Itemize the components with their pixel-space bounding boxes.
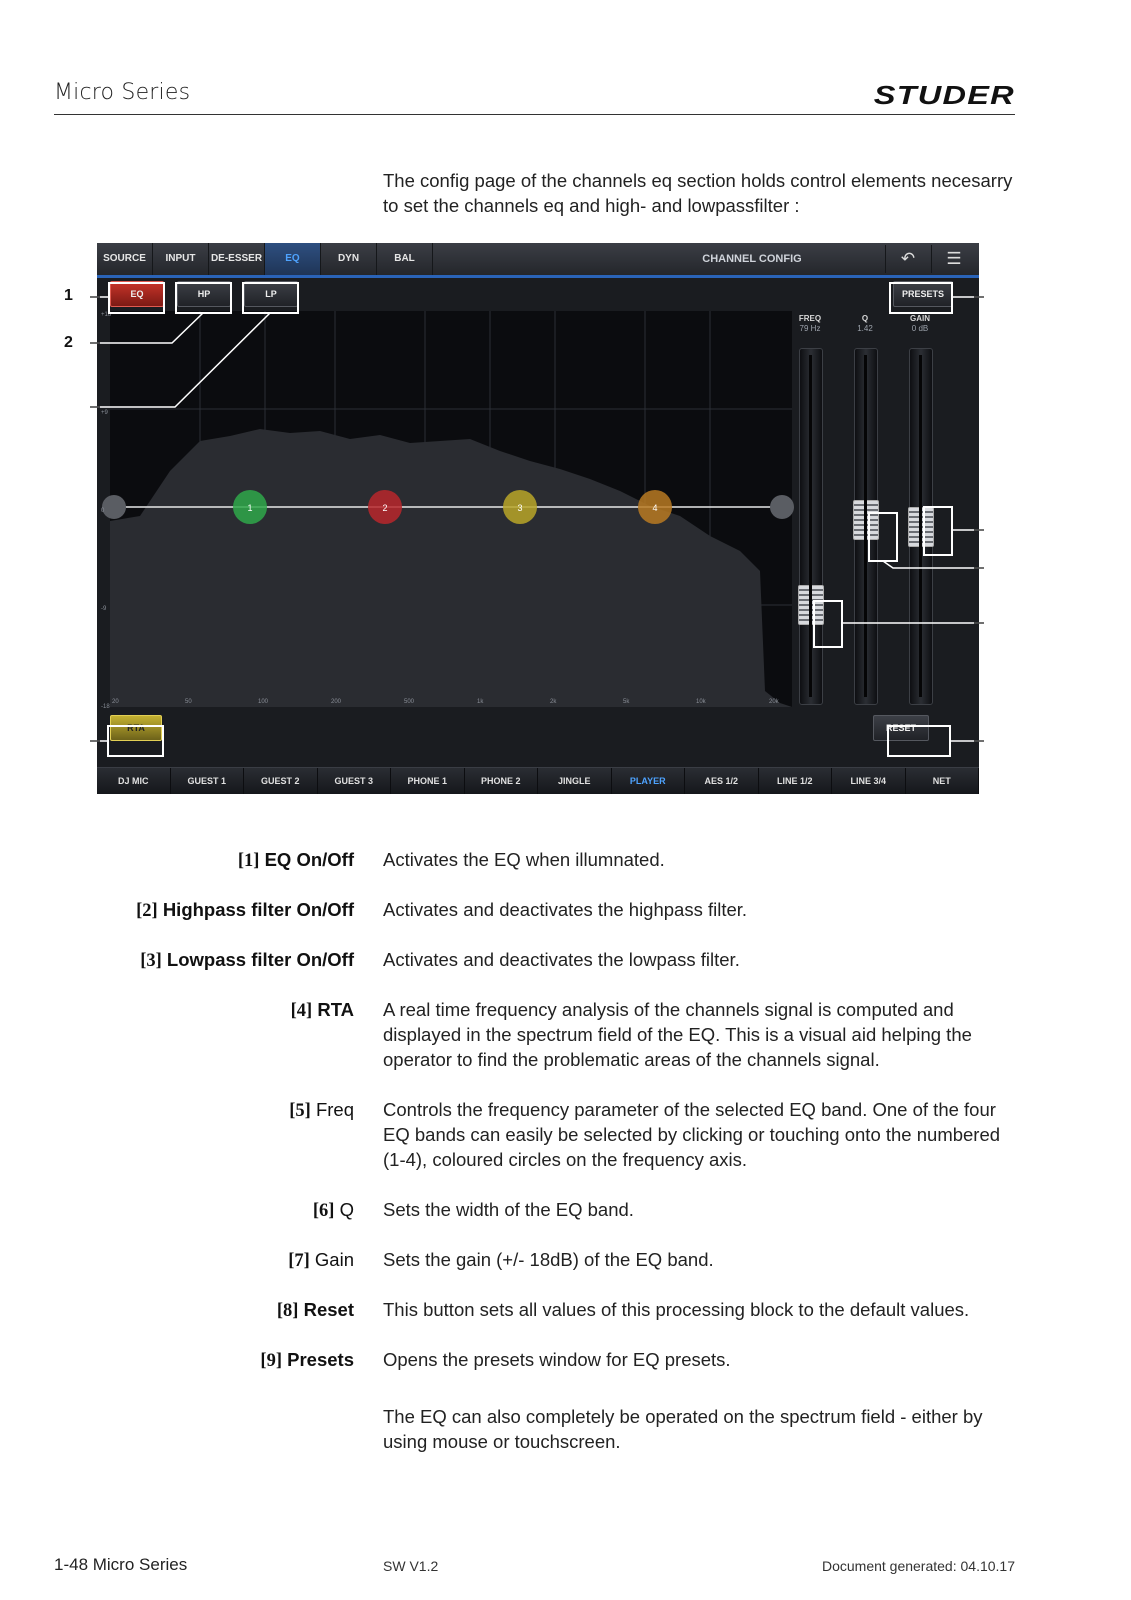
eq-band-label: 4	[652, 503, 658, 513]
studer-logo: STUDER	[873, 80, 1015, 110]
item-number: [8]	[276, 1301, 299, 1321]
channel-button[interactable]: NET	[906, 768, 980, 794]
item-label	[54, 1197, 354, 1224]
item-number: [9]	[260, 1351, 282, 1371]
item-description: Activates the EQ when illumnated.	[383, 849, 665, 870]
intro-paragraph: The config page of the channels eq section holds control elements necesarry to set the channels eq and high- and lowpassfilter :	[383, 170, 1013, 216]
rta-button[interactable]: RTA	[110, 715, 162, 741]
item-description: Controls the frequency parameter of the selected EQ band. One of the four EQ bands can easily be selected by clicking or touching onto the numbered (1-4), coloured circles on the frequency axis.	[383, 1099, 1001, 1170]
item-label	[54, 1347, 354, 1374]
item-number: [6]	[312, 1201, 335, 1221]
item-number: [1]	[237, 851, 260, 871]
item-description: Sets the width of the EQ band.	[383, 1199, 634, 1220]
tab-source[interactable]: SOURCE	[97, 243, 153, 275]
item-name: Freq	[315, 1099, 354, 1120]
item-number: [3]	[140, 951, 162, 971]
gain-knob[interactable]	[908, 507, 934, 547]
q-slider[interactable]	[854, 348, 878, 705]
channel-button[interactable]: GUEST 1	[171, 768, 245, 794]
eq-on-off-button[interactable]: EQ	[110, 281, 164, 307]
channel-button[interactable]: PHONE 1	[391, 768, 465, 794]
footer-page: 1-48 Micro Series	[54, 1555, 188, 1574]
header-rule	[54, 114, 1015, 115]
presets-button[interactable]: PRESETS	[893, 281, 953, 307]
eq-config-screenshot	[97, 243, 979, 794]
y-tick-label: +18	[101, 312, 112, 318]
x-tick-label: 500	[404, 699, 415, 705]
item-description: Activates and deactivates the lowpass filter.	[383, 949, 740, 970]
item-name: Lowpass filter On/Off	[166, 949, 354, 970]
x-tick-label: 50	[185, 699, 192, 705]
callout-1: 1	[64, 287, 73, 304]
channel-button[interactable]: PLAYER	[612, 768, 686, 794]
tab-eq[interactable]: EQ	[265, 243, 321, 275]
channel-button[interactable]: GUEST 3	[318, 768, 392, 794]
channel-button[interactable]: LINE 1/2	[759, 768, 833, 794]
gain-label: GAIN 0 dB	[910, 314, 930, 333]
item-description: Opens the presets window for EQ presets.	[383, 1349, 731, 1370]
item-description: This button sets all values of this processing block to the default values.	[383, 1299, 970, 1320]
freq-label: FREQ 79 Hz	[798, 314, 822, 333]
q-label: Q 1.42	[857, 314, 873, 333]
freq-slider[interactable]	[799, 348, 823, 705]
item-label	[54, 1297, 354, 1324]
eq-band-label: 3	[517, 503, 523, 513]
tab-bar	[97, 243, 979, 278]
spectrum-field[interactable]	[101, 311, 792, 710]
y-tick-label: -9	[101, 606, 107, 612]
tab-input[interactable]: INPUT	[153, 243, 209, 275]
channel-button[interactable]: PHONE 2	[465, 768, 539, 794]
item-number: [5]	[289, 1101, 311, 1121]
item-description: Activates and deactivates the highpass filter.	[383, 899, 748, 920]
item-name: RTA	[317, 999, 354, 1020]
channel-button[interactable]: AES 1/2	[685, 768, 759, 794]
reset-button[interactable]: RESET	[873, 715, 929, 741]
y-tick-label: +9	[101, 410, 108, 416]
fader-view-icon[interactable]: ☰	[931, 245, 976, 273]
item-name: Reset	[303, 1299, 354, 1320]
gain-slider[interactable]	[909, 348, 933, 705]
rta-spectrum	[110, 429, 792, 707]
footer-date: Document generated: 04.10.17	[821, 1558, 1015, 1574]
item-number: [7]	[288, 1251, 310, 1271]
footer-version: SW V1.2	[383, 1558, 439, 1574]
lp-button[interactable]: LP	[244, 281, 298, 307]
channel-button[interactable]: JINGLE	[538, 768, 612, 794]
y-tick-label: -18	[101, 704, 110, 710]
x-tick-label: 20	[112, 699, 119, 705]
back-icon[interactable]: ↶	[885, 245, 930, 273]
hp-button[interactable]: HP	[177, 281, 231, 307]
item-name: EQ On/Off	[264, 849, 354, 870]
item-label	[54, 847, 354, 874]
freq-knob[interactable]	[798, 585, 824, 625]
x-tick-label: 100	[258, 699, 269, 705]
channel-bar	[97, 767, 979, 794]
header-title: Micro Series	[54, 80, 191, 105]
item-number: [4]	[290, 1001, 313, 1021]
item-name: Q	[339, 1199, 354, 1220]
item-label	[54, 997, 354, 1024]
item-description: Sets the gain (+/- 18dB) of the EQ band.	[383, 1249, 714, 1270]
item-name: Gain	[314, 1249, 354, 1270]
item-name: Highpass filter On/Off	[162, 899, 354, 920]
x-tick-label: 200	[331, 699, 342, 705]
item-label	[54, 897, 354, 924]
y-tick-label: 0	[101, 508, 105, 514]
x-tick-label: 10k	[696, 699, 706, 705]
item-label	[54, 1097, 354, 1124]
x-tick-label: 1k	[477, 699, 484, 705]
item-description: A real time frequency analysis of the channels signal is computed and displayed in the spectrum field of the EQ. This is a visual aid helping the operator to find the problematic areas of the channels signal.	[383, 999, 972, 1070]
lp-handle[interactable]	[770, 495, 794, 519]
item-number: [2]	[136, 901, 158, 921]
eq-band-label: 2	[382, 503, 388, 513]
closing-paragraph: The EQ can also completely be operated on the spectrum field - either by using mouse or touchscreen.	[383, 1406, 983, 1452]
x-tick-label: 2k	[550, 699, 557, 705]
item-label	[54, 947, 354, 974]
x-tick-label: 5k	[623, 699, 630, 705]
callout-2: 2	[64, 334, 73, 351]
tab-dyn[interactable]: DYN	[321, 243, 377, 275]
channel-config-title: CHANNEL CONFIG	[702, 253, 802, 265]
q-knob[interactable]	[853, 500, 879, 540]
channel-button[interactable]: GUEST 2	[244, 768, 318, 794]
hp-handle[interactable]	[102, 495, 126, 519]
item-name: Presets	[287, 1349, 354, 1370]
tab-bal[interactable]: BAL	[377, 243, 433, 275]
item-label	[54, 1247, 354, 1274]
eq-band-label: 1	[247, 503, 253, 513]
channel-button[interactable]: LINE 3/4	[832, 768, 906, 794]
tab-de-esser[interactable]: DE-ESSER	[209, 243, 265, 275]
x-tick-label: 20k	[769, 699, 779, 705]
channel-button[interactable]: DJ MIC	[97, 768, 171, 794]
